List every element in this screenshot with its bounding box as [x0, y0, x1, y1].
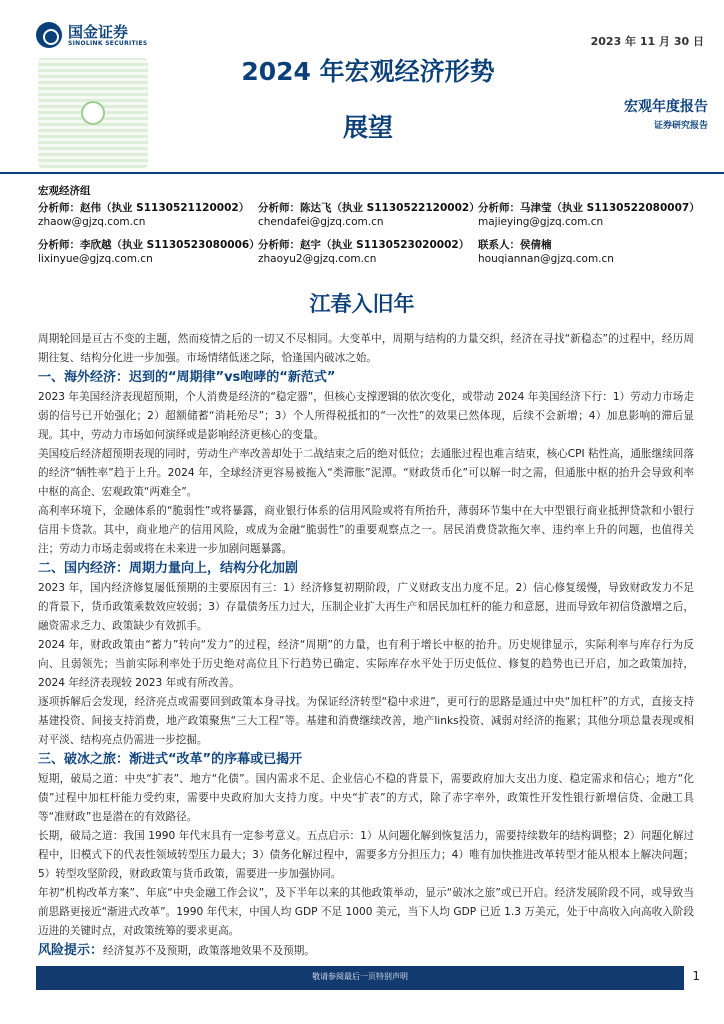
analyst-row	[38, 238, 698, 275]
contact-card	[478, 238, 698, 266]
analyst-name: 分析师：赵伟（执业 S1130521120002）	[38, 202, 250, 214]
report-header	[0, 0, 724, 176]
body-paragraph: 逐项拆解后会发现，经济亮点或需要回到政策本身寻找。为保证经济转型“稳中求进”，更可行的思路是通过中央“加杠杆”的方式，直接支持基建投资、间接支持消费，地产政策聚焦“三大工程”等。基建和消费继续改善，地产links投资、减弱对经济的拖累；其他分项总量表现或相对平淡、结构亮点仍需进一步挖掘。	[38, 696, 694, 746]
report-date: 2023 年 11 月 30 日	[590, 35, 704, 48]
analyst-card	[258, 238, 478, 266]
contact-email[interactable]: houqiannan@gjzq.com.cn	[478, 253, 614, 265]
analyst-name: 分析师：李欣越（执业 S1130523080006）	[38, 239, 260, 251]
company-logo	[36, 22, 147, 48]
logo-mark-icon	[36, 22, 62, 48]
body-paragraph: 长期，破局之道：我国 1990 年代末具有一定参考意义。五点启示：1）从问题化解到恢复活力，需要持续数年的结构调整；2）问题化解过程中，旧模式下的代表性领域转型压力最大；3）债务化解过程中，需要多方分担压力；4）唯有加快推进改革转型才能从根本上解决问题；5）转型攻坚阶段，财政政策与货币政策，需要进一步加强协同。	[38, 830, 694, 880]
analyst-section	[38, 183, 698, 275]
analyst-row	[38, 201, 698, 238]
analyst-name: 分析师：赵宇（执业 S1130523020002）	[258, 239, 470, 251]
body-paragraph: 高利率环境下，金融体系的“脆弱性”或将暴露，商业银行体系的信用风险或将有所抬升，薄弱环节集中在大中型银行商业抵押贷款和小银行信用卡贷款。其中，商业地产的信用风险，或成为金融“脆弱性”的重要观察点之一。居民消费贷款拖欠率、违约率上升的问题，也值得关注；劳动力市场走弱或将在未来进一步加剧问题暴露。	[38, 505, 694, 555]
contact-name: 联系人：侯倩楠	[478, 239, 552, 251]
qr-code-image	[38, 58, 148, 168]
risk-text: 经济复苏不及预期，政策落地效果不及预期。	[103, 945, 315, 957]
report-body	[38, 330, 694, 961]
logo-en-text: SINOLINK SECURITIES	[68, 39, 148, 47]
analyst-card	[38, 201, 258, 229]
analyst-email[interactable]: zhaow@gjzq.com.cn	[38, 216, 146, 228]
body-paragraph: 年初“机构改革方案”、年底“中央金融工作会议”，及下半年以来的其他政策举动，显示“破冰之旅”或已开启。经济发展阶段不同，或导致当前思路更接近“渐进式改革”。1990 年代末，中国人均 GDP 不足 1000 美元，当下人均 GDP 已近 1.3 万美元，处于中高收入向高收入阶段迈进的关键时点，对政策统筹的要求更高。	[38, 887, 694, 937]
header-divider	[0, 172, 724, 174]
analyst-email[interactable]: majieying@gjzq.com.cn	[478, 216, 604, 228]
analyst-email[interactable]: zhaoyu2@gjzq.com.cn	[258, 253, 377, 265]
risk-note	[38, 941, 694, 961]
analyst-name: 分析师：陈达飞（执业 S1130522120002）	[258, 202, 480, 214]
risk-label: 风险提示：	[38, 943, 104, 958]
page-footer	[0, 966, 724, 1024]
report-dept: 证券研究报告	[653, 121, 708, 131]
main-title: 江春入旧年	[309, 292, 415, 316]
analyst-card	[478, 201, 698, 229]
body-paragraph: 短期，破局之道：中央“扩表”、地方“化债”。国内需求不足、企业信心不稳的背景下，需要政府加大支出力度、稳定需求和信心；地方“化债”过程中加杠杆能力受约束，需要中央政府加大支持力度。中央“扩表”的方式，除了赤字率外，政策性开发性银行新增信贷、金融工具等“准财政”也是潜在的有效路径。	[38, 773, 694, 823]
analyst-email[interactable]: lixinyue@gjzq.com.cn	[38, 253, 153, 265]
logo-cn-text: 国金证券	[68, 22, 129, 41]
report-title-line1: 2024 年宏观经济形势	[241, 57, 495, 86]
section-heading: 一、海外经济：迟到的“周期律”vs咆哮的“新范式”	[38, 370, 336, 385]
analyst-email[interactable]: chendafei@gjzq.com.cn	[258, 216, 384, 228]
section-heading: 三、破冰之旅：渐进式“改革”的序幕或已揭开	[38, 752, 303, 767]
body-paragraph: 2023 年美国经济表现超预期，个人消费是经济的“稳定器”，但核心支撑逻辑的依次变化，或带动 2024 年美国经济下行：1）劳动力市场走弱的信号已开始强化；2）超额储蓄“消耗殆尽”；3）个人所得税抵扣的“一次性”的效果已然体现，后续不会新增；4）加息影响的滞后显现。其中，劳动力市场如何演绎或是影响经济更核心的变量。	[38, 391, 694, 441]
body-paragraph: 2023 年，国内经济修复屡低预期的主要原因有三：1）经济修复初期阶段，广义财政支出力度不足。2）信心修复缓慢，导致财政发力不足的背景下，货币政策乘数效应较弱；3）存量债务压力过大，压制企业扩大再生产和居民加杠杆的能力和意愿，进而导致年初信贷激增之后，融资需求乏力、政策缺少有效抓手。	[38, 582, 694, 632]
qr-center-icon	[81, 101, 105, 125]
section-heading: 二、国内经济：周期力量向上，结构分化加剧	[38, 561, 299, 576]
footer-disclaimer[interactable]: 敬请参阅最后一页特别声明	[312, 972, 408, 981]
body-paragraph: 美国疫后经济超预期表现的同时，劳动生产率改善却处于二战结束之后的绝对低位；去通胀过程也难言结束，核心CPI 粘性高，通胀继续回落的经济“牺牲率”趋于上升。2024 年，全球经济更容易被拖入“类滞胀”泥潭。“财政货币化”可以解一时之需，但通胀中枢的抬升会导致利率中枢的高企、宏观政策“两难全”。	[38, 448, 694, 498]
intro-paragraph: 周期轮回是亘古不变的主题，然而疫情之后的一切又不尽相同。大变革中，周期与结构的力量交织，经济在寻找“新稳态”的过程中，经历周期往复、结构分化进一步加强。市场情绪低迷之际，恰逢国内破冰之始。	[38, 333, 694, 364]
analyst-card	[258, 201, 478, 229]
report-title-line2: 展望	[342, 113, 393, 142]
page-number: 1	[692, 969, 700, 983]
report-type: 宏观年度报告	[624, 99, 708, 115]
analyst-name: 分析师：马津莹（执业 S1130522080007）	[478, 202, 700, 214]
body-paragraph: 2024 年，财政政策由“蓄力”转向“发力”的过程，经济“周期”的力量，也有利于增长中枢的抬升。历史规律显示，实际利率与库存行为反向、且弱领先；当前实际利率处于历史绝对高位且下行趋势已确定、实际库存水平处于历史低位、修复的趋势也已开启，加之政策加持，2024 年经济表现较 2023 年或有所改善。	[38, 639, 694, 689]
analyst-card	[38, 238, 258, 266]
analyst-group: 宏观经济组	[38, 185, 91, 197]
